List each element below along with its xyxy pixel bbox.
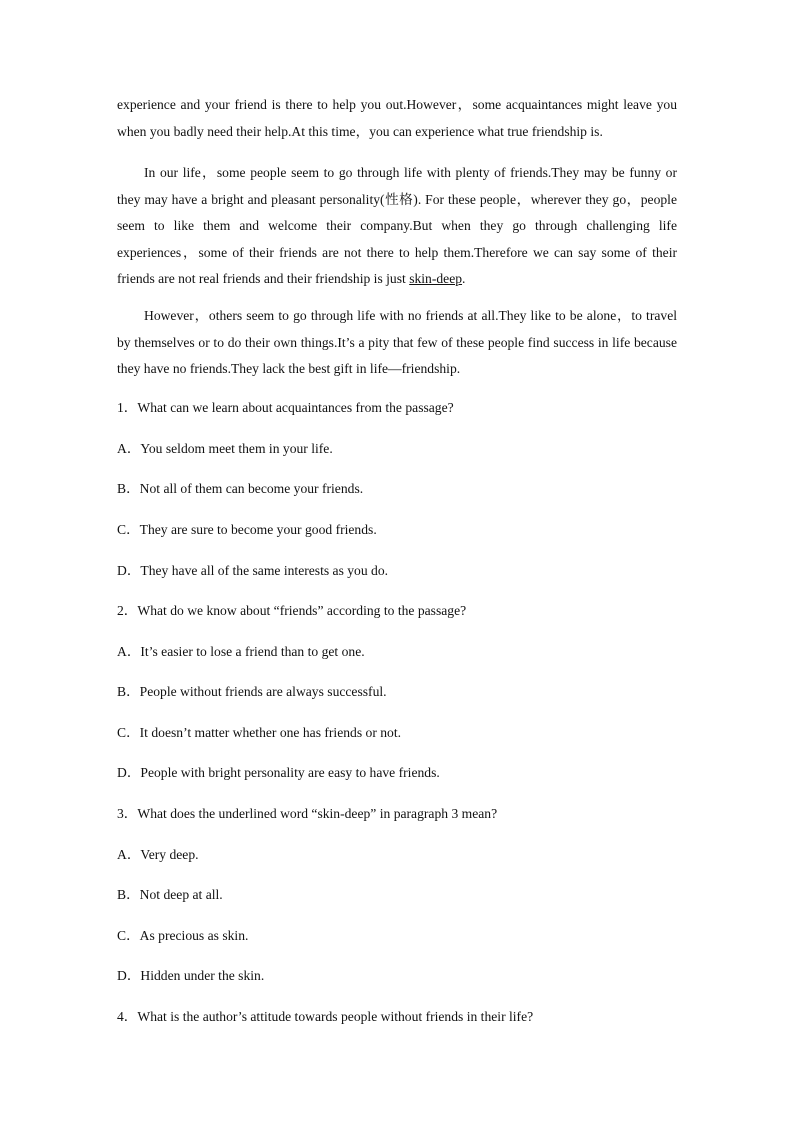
- paragraph-3: [117, 303, 677, 383]
- question-1-stem: 1．What can we learn about acquaintances from the passage?: [117, 400, 454, 415]
- question-1-option-d: D．They have all of the same interests as you do.: [117, 563, 389, 578]
- question-3-option-d: D．Hidden under the skin.: [117, 968, 265, 983]
- paragraph-2-text: In our life，some people seem to go through life with plenty of friends.They may be funny or they may have a bright and pleasant personality(性格). For these people，wherever they go，people seem to like them and welcome their company.But when they go through challenging life experiences，some of their friends are not there to help them.Therefore we can say some of their friends are not real friends and their friendship is just: [117, 165, 677, 286]
- question-1-option-a: A．You seldom meet them in your life.: [117, 441, 333, 456]
- question-2-stem: 2．What do we know about “friends” according to the passage?: [117, 603, 467, 618]
- question-2-option-d: D．People with bright personality are easy to have friends.: [117, 765, 440, 780]
- question-3-option-c: C．As precious as skin.: [117, 928, 249, 943]
- underlined-word: skin-deep: [409, 271, 463, 286]
- paragraph-2-end: .: [462, 271, 466, 286]
- paragraph-1: experience and your friend is there to help you out.However，some acquaintances might leave you when you badly need their help.At this time，you can experience what true friendship is.: [117, 97, 677, 139]
- question-4-stem: 4．What is the author’s attitude towards people without friends in their life?: [117, 1009, 534, 1024]
- question-2-option-b: B．People without friends are always successful.: [117, 684, 387, 699]
- question-3-option-b: B．Not deep at all.: [117, 887, 223, 902]
- question-2-option-a: A．It’s easier to lose a friend than to get one.: [117, 644, 365, 659]
- question-1-option-b: B．Not all of them can become your friends.: [117, 481, 364, 496]
- question-1-option-c: C．They are sure to become your good friends.: [117, 522, 377, 537]
- paragraph-3-text: However，others seem to go through life with no friends at all.They like to be alone，to travel by themselves or to do their own things.It’s a pity that few of these people find success in life because they have no friends.They lack the best gift in life—friendship.: [117, 308, 677, 376]
- paragraph-2: [117, 160, 677, 293]
- question-3-option-a: A．Very deep.: [117, 847, 199, 862]
- question-2-option-c: C．It doesn’t matter whether one has friends or not.: [117, 725, 402, 740]
- question-3-stem: 3．What does the underlined word “skin-deep” in paragraph 3 mean?: [117, 806, 498, 821]
